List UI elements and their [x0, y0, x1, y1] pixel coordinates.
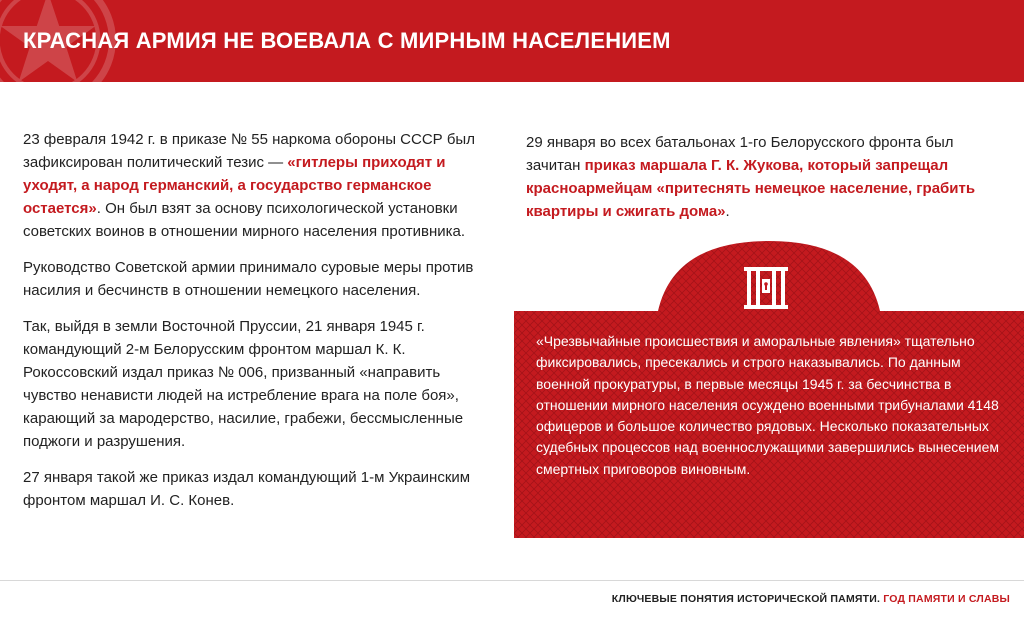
right-p1-highlight: приказ маршала Г. К. Жукова, который запрещал красноармейцам «притеснять немецкое население, грабить квартиры и сжигать дома»	[526, 157, 976, 220]
left-paragraph-3: Так, выйдя в земли Восточной Пруссии, 21 января 1945 г. командующий 2-м Белорусским фронтом маршал К. К. Рокоссовский издал приказ № 006, призванный «направить чувство ненависти людей на истребление врага на поле боя», карающий за мародерство, насилие, грабежи, бессмысленные поджоги и разрушения.	[23, 318, 464, 450]
footer-accent: ГОД ПАМЯТИ И СЛАВЫ	[883, 593, 1010, 605]
page-title: КРАСНАЯ АРМИЯ НЕ ВОЕВАЛА С МИРНЫМ НАСЕЛЕНИЕМ	[23, 28, 671, 53]
right-paragraph-1	[526, 131, 996, 223]
header-banner	[0, 0, 1024, 82]
footer-text: КЛЮЧЕВЫЕ ПОНЯТИЯ ИСТОРИЧЕСКОЙ ПАМЯТИ.	[611, 593, 881, 605]
footer	[612, 593, 1010, 605]
prison-bars-icon	[741, 265, 791, 311]
panel-quote: «Чрезвычайные происшествия и аморальные явления» тщательно фиксировались, пресекались и строго наказывались. По данным военной прокуратуры, в первые месяцы 1945 г. за бесчинства в отношении мирного населения осуждено военными трибуналами 4148 офицеров и большое количество рядовых. Несколько показательных судебных процессов над военнослужащими завершились вынесением смертных приговоров виновным.	[536, 333, 999, 477]
left-paragraph-1	[23, 128, 493, 243]
left-paragraph-2: Руководство Советской армии принимало суровые меры против насилия и бесчинств в отношении немецкого населения.	[23, 259, 474, 299]
left-p1-text-end: . Он был взят за основу психологической установки советских воинов в отношении мирного населения противника.	[23, 200, 466, 240]
right-p1-text-end: .	[725, 203, 730, 220]
left-paragraph-4: 27 января такой же приказ издал командующий 1-м Украинским фронтом маршал И. С. Конев.	[23, 469, 471, 509]
right-column	[526, 131, 996, 236]
left-p1-highlight: «гитлеры приходят и уходят, а народ германский, а государство германское остается»	[23, 154, 446, 217]
left-p1-text: 23 февраля 1942 г. в приказе № 55 наркома обороны СССР был зафиксирован политический тезис —	[23, 131, 475, 171]
right-p1-text: 29 января во всех батальонах 1-го Белорусского фронта был зачитан	[526, 134, 954, 174]
footer-divider	[0, 580, 1024, 581]
left-column	[23, 128, 493, 525]
info-panel	[514, 241, 1024, 538]
